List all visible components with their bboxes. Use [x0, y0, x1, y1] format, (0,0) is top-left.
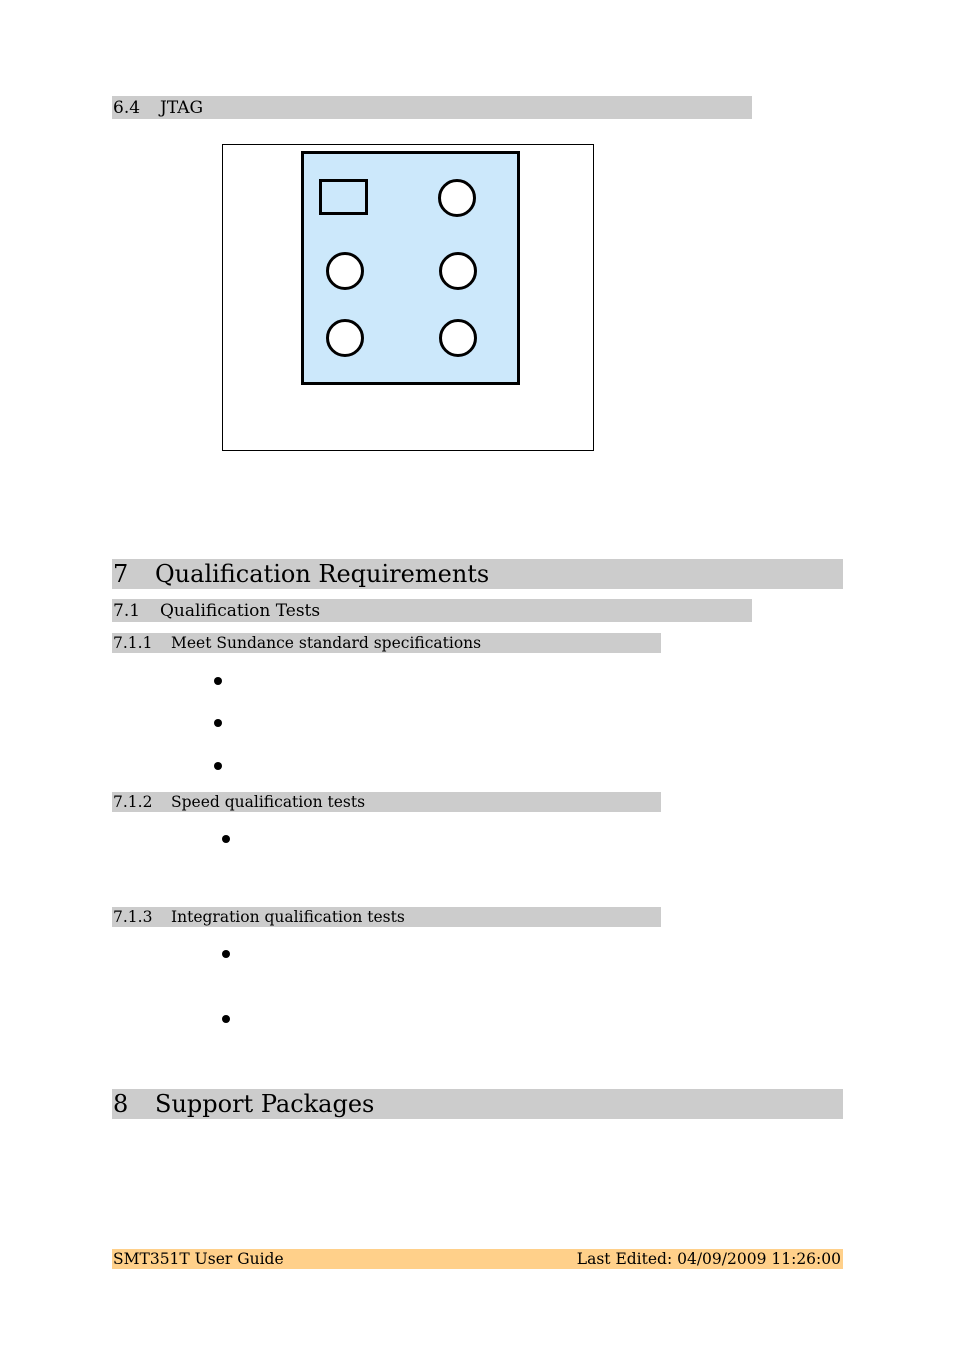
section-title: Speed qualification tests — [171, 793, 366, 811]
section-heading-qualification-tests — [112, 599, 752, 622]
section-heading-speed-tests — [112, 792, 661, 812]
section-heading-meet-standards — [112, 633, 661, 653]
bullet-point — [214, 677, 222, 685]
section-title: Qualification Tests — [160, 601, 321, 621]
section-number: 7.1 — [113, 601, 141, 621]
jtag-pin-2 — [438, 179, 476, 217]
jtag-pin-5 — [326, 319, 364, 357]
section-number: 8 — [113, 1090, 129, 1118]
bullet-point — [214, 719, 222, 727]
section-title: Support Packages — [155, 1090, 375, 1118]
section-number: 6.4 — [113, 98, 141, 118]
jtag-pin-3 — [326, 252, 364, 290]
section-heading-qualification-requirements — [112, 559, 843, 589]
footer-document-title: SMT351T User Guide — [113, 1250, 284, 1268]
section-title: Meet Sundance standard specifications — [171, 634, 482, 652]
section-title: JTAG — [160, 98, 204, 118]
bullet-point — [222, 1015, 230, 1023]
bullet-point — [214, 762, 222, 770]
section-heading-jtag — [112, 96, 752, 119]
bullet-point — [222, 950, 230, 958]
section-number: 7.1.1 — [113, 634, 153, 652]
section-title: Integration qualification tests — [171, 908, 405, 926]
bullet-point — [222, 835, 230, 843]
section-number: 7 — [113, 560, 129, 588]
section-number: 7.1.3 — [113, 908, 153, 926]
section-heading-support-packages — [112, 1089, 843, 1119]
jtag-connector-figure — [222, 144, 594, 451]
section-heading-integration-tests — [112, 907, 661, 927]
jtag-pin-4 — [439, 252, 477, 290]
jtag-pin-6 — [439, 319, 477, 357]
section-title: Qualification Requirements — [155, 560, 490, 588]
page-footer — [112, 1249, 843, 1269]
section-number: 7.1.2 — [113, 793, 153, 811]
jtag-pin-1-square-pad — [319, 179, 368, 215]
footer-last-edited: Last Edited: 04/09/2009 11:26:00 — [576, 1250, 841, 1268]
